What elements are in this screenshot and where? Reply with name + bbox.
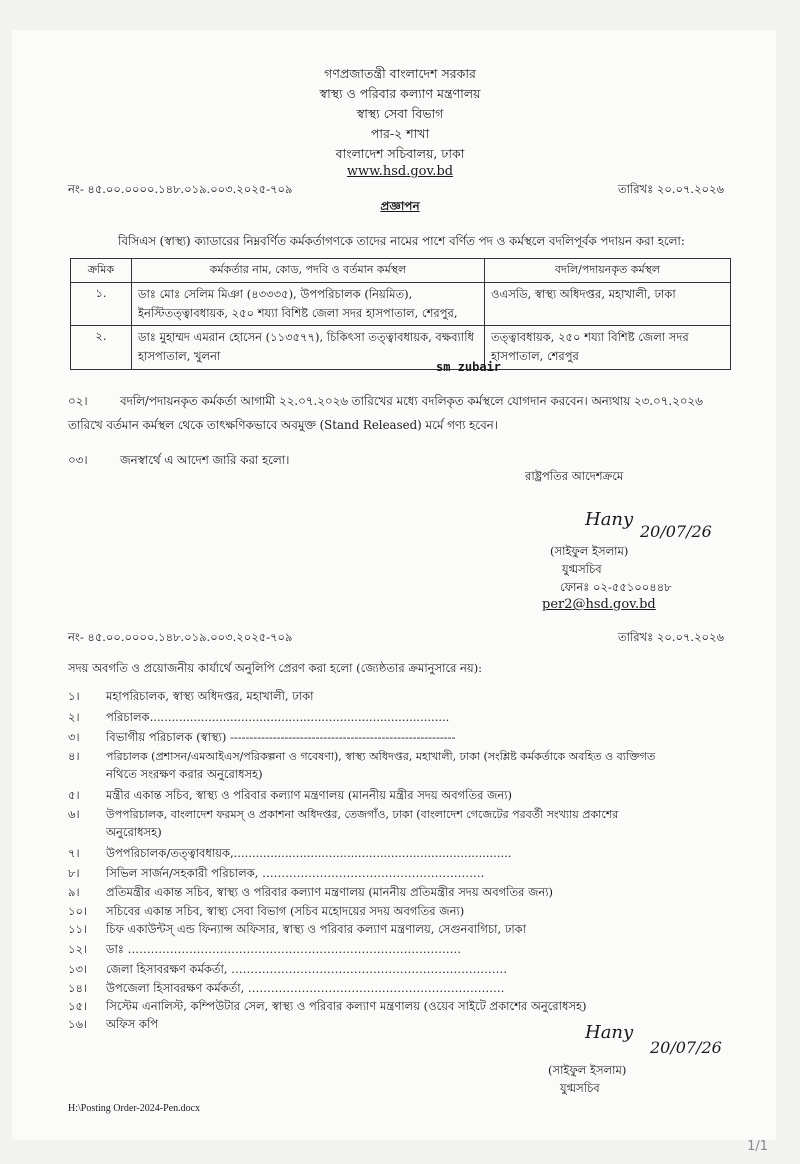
copy-number: ৭। [68, 846, 80, 860]
copy-item: পরিচালক (প্রশাসন/এমআইএস/পরিকল্পনা ও গবেষণা), স্বাস্থ্য অধিদপ্তর, মহাখালী, ঢাকা (সংশ্লিষ্ট কর্মকর্তাকে অবহিত ও ব্যক্তিগত [106, 750, 656, 763]
by-order-text: রাষ্ট্রপতির আদেশক্রমে [525, 469, 624, 483]
signatory-designation: যুগ্মসচিব [562, 562, 602, 576]
para3-number: ০৩। [68, 453, 88, 467]
col-header-serial: ক্রমিক [71, 259, 132, 283]
memo-date: তারিখঃ ২০.০৭.২০২৬ [617, 182, 724, 196]
copy-item: মহাপরিচালক, স্বাস্থ্য অধিদপ্তর, মহাখালী, ঢাকা [106, 689, 314, 703]
copy-number: ৬। [68, 807, 80, 821]
copy-item: প্রতিমন্ত্রীর একান্ত সচিব, স্বাস্থ্য ও পরিবার কল্যাণ মন্ত্রণালয় (মাননীয় প্রতিমন্ত্রীর সদয় অবগতির জন্য) [106, 885, 554, 899]
copy-item: পরিচালক.................................................................................. [106, 710, 450, 724]
office-location: বাংলাদেশ সচিবালয়, ঢাকা [335, 146, 465, 161]
copy-item: উপপরিচালক/তত্ত্বাবধায়ক,............................................................................ [106, 846, 512, 860]
signature-scribble: Hany [585, 1022, 634, 1043]
copy-number: ১০। [68, 904, 88, 918]
para2-number: ০২। [68, 394, 88, 408]
para2-line1: বদলি/পদায়নকৃত কর্মকর্তা আগামী ২২.০৭.২০২৬ তারিখের মধ্যে বদলিকৃত কর্মস্থলে যোগদান করবেন। অন্যথায় ২৩.০৭.২০২৬ [120, 394, 703, 408]
copy-number: ২। [68, 710, 80, 724]
ministry-name: স্বাস্থ্য ও পরিবার কল্যাণ মন্ত্রণালয় [319, 86, 481, 101]
copy-item: ডাঃ …………………………………………………………………………… [106, 942, 462, 956]
copy-item: সিস্টেম এনালিস্ট, কম্পিউটার সেল, স্বাস্থ্য ও পরিবার কল্যাণ মন্ত্রণালয় (ওয়েব সাইটে প্রকাশের অনুরোধসহ) [106, 999, 587, 1013]
signatory-designation: যুগ্মসচিব [560, 1081, 600, 1095]
table-row [71, 283, 731, 326]
copy-item: জেলা হিসাবরক্ষণ কর্মকর্তা, ……………………………………………………………… [106, 962, 508, 976]
copy-item: চিফ একাউন্টস্ এন্ড ফিন্যান্স অফিসার, স্বাস্থ্য ও পরিবার কল্যাণ মন্ত্রণালয়, সেগুনবাগিচা, ঢাকা [106, 922, 527, 936]
transfer-table [70, 258, 731, 370]
gov-name: গণপ্রজাতন্ত্রী বাংলাদেশ সরকার [324, 66, 476, 81]
copy-number: ৩। [68, 730, 80, 744]
copy-number: ১২। [68, 942, 88, 956]
copy-number: ১৪। [68, 981, 88, 995]
watermark-text: sm zubair [436, 360, 502, 374]
row-serial: ২. [71, 326, 132, 370]
signatory-name: (সাইফুল ইসলাম) [548, 1063, 627, 1077]
memo-number: নং- ৪৫.০০.০০০০.১৪৮.০১৯.০০৩.২০২৫-৭০৯ [68, 182, 293, 196]
copy-item: অফিস কপি [106, 1017, 159, 1031]
copy-item-cont: অনুরোধসহ) [106, 825, 162, 839]
row-officer: ডাঃ মুহাম্মদ এমরান হোসেন (১১৩৫৭৭), চিকিৎসা তত্ত্বাবধায়ক, বক্ষব্যাধি হাসপাতাল, খুলনা [132, 326, 485, 370]
signatory-phone: ফোনঃ ০২-৫৫১০০৪৪৮ [560, 580, 672, 594]
row-posting: ওএসডি, স্বাস্থ্য অধিদপ্তর, মহাখালী, ঢাকা [485, 283, 731, 326]
file-path: H:\Posting Order-2024-Pen.docx [68, 1103, 201, 1114]
copy-number: ৪। [68, 749, 80, 763]
signatory-name: (সাইফুল ইসলাম) [550, 544, 629, 558]
website-link[interactable]: www.hsd.gov.bd [346, 164, 454, 179]
col-header-officer: কর্মকর্তার নাম, কোড, পদবি ও বর্তমান কর্মস্থল [132, 259, 485, 283]
table-row [71, 326, 731, 370]
row-serial: ১. [71, 283, 132, 326]
memo-date-copy: তারিখঃ ২০.০৭.২০২৬ [617, 630, 724, 644]
row-officer: ডাঃ মোঃ সেলিম মিঞা (৪৩৩৩৫), উপপরিচালক (নিয়মিত), ইনস্টিতত্ত্বাবধায়ক, ২৫০ শয্যা বিশিষ্ট জেলা সদর হাসপাতাল, শেরপুর, [132, 283, 485, 326]
copy-item: উপপরিচালক, বাংলাদেশ ফরমস্ ও প্রকাশনা অধিদপ্তর, তেজগাঁও, ঢাকা (বাংলাদেশ গেজেটের পরবর্তী সংখ্যায় প্রকাশের [106, 808, 619, 821]
signature-date: 20/07/26 [640, 522, 712, 541]
page-indicator: 1/1 [747, 1139, 768, 1154]
col-header-posting: বদলি/পদায়নকৃত কর্মস্থল [485, 259, 731, 283]
intro-text: বিসিএস (স্বাস্থ্য) ক্যাডারের নিম্নবর্ণিত কর্মকর্তাগণকে তাদের নামের পাশে বর্ণিত পদ ও কর্মস্থলে বদলিপূর্বক পদায়ন করা হলো: [118, 234, 685, 248]
para3-text: জনস্বার্থে এ আদেশ জারি করা হলো। [120, 453, 290, 467]
copy-intro: সদয় অবগতি ও প্রয়োজনীয় কার্যার্থে অনুলিপি প্রেরণ করা হলো (জ্যেষ্ঠতার ক্রমানুসারে নয়): [68, 661, 483, 675]
copy-item: সিভিল সার্জন/সহকারী পরিচালক, …………………………………………………. [106, 866, 485, 880]
row-posting: তত্ত্বাবধায়ক, ২৫০ শয্যা বিশিষ্ট জেলা সদর হাসপাতাল, শেরপুর [485, 326, 731, 370]
copy-item: উপজেলা হিসাবরক্ষণ কর্মকর্তা, …………………………….…………………………… [106, 981, 505, 995]
table-header-row [71, 259, 731, 283]
division-name: স্বাস্থ্য সেবা বিভাগ [356, 106, 444, 121]
copy-number: ১। [68, 689, 80, 703]
signature-date: 20/07/26 [650, 1038, 722, 1057]
copy-number: ১১। [68, 922, 88, 936]
branch-name: পার-২ শাখা [370, 126, 430, 141]
copy-item-cont: নথিতে সংরক্ষণ করার অনুরোধসহ) [106, 767, 263, 781]
copy-item: বিভাগীয় পরিচালক (স্বাস্থ্য) ---------------------------------------------------------- [106, 730, 456, 744]
signature-scribble: Hany [585, 509, 634, 530]
copy-number: ৫। [68, 788, 80, 802]
copy-item: সচিবের একান্ত সচিব, স্বাস্থ্য সেবা বিভাগ (সচিব মহোদয়ের সদয় অবগতির জন্য) [106, 904, 465, 918]
copy-item: মন্ত্রীর একান্ত সচিব, স্বাস্থ্য ও পরিবার কল্যাণ মন্ত্রণালয় (মাননীয় মন্ত্রীর সদয় অবগতির জন্য) [106, 788, 513, 802]
copy-number: ৯। [68, 885, 80, 899]
signatory-email[interactable]: per2@hsd.gov.bd [542, 597, 656, 612]
copy-number: ১৬। [68, 1017, 88, 1031]
para2-line2: তারিখে বর্তমান কর্মস্থল থেকে তাৎক্ষণিকভাবে অবমুক্ত (Stand Released) মর্মে গণ্য হবেন। [68, 418, 498, 432]
notification-title: প্রজ্ঞাপন [380, 199, 420, 213]
copy-number: ৮। [68, 866, 80, 880]
copy-number: ১৩। [68, 962, 88, 976]
copy-number: ১৫। [68, 999, 88, 1013]
memo-number-copy: নং- ৪৫.০০.০০০০.১৪৮.০১৯.০০৩.২০২৫-৭০৯ [68, 630, 293, 644]
